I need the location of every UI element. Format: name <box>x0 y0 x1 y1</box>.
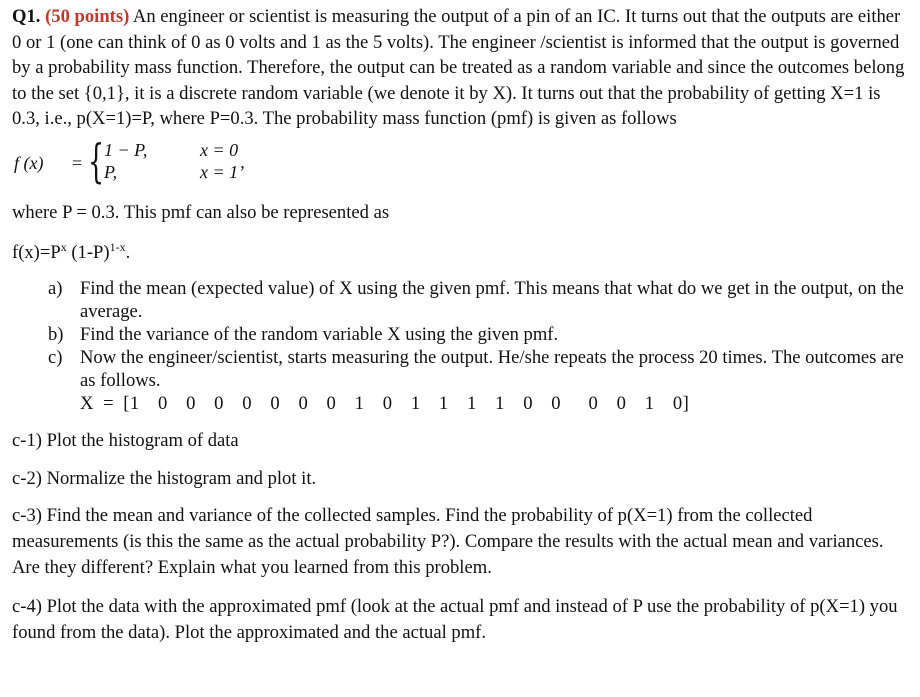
parts-list <box>12 277 910 392</box>
formula-case1-value: 1 − P, <box>104 139 148 160</box>
formula-equals: = <box>72 152 83 173</box>
subpart-c2: c-2) Normalize the histogram and plot it. <box>12 467 317 489</box>
question-number: Q1. <box>12 6 41 27</box>
list-item-a <box>12 277 910 323</box>
question-intro-paragraph <box>12 0 910 132</box>
x-sequence: X = [1 0 0 0 0 0 0 0 1 0 1 1 1 1 0 0 0 0 1 0] <box>80 393 690 415</box>
formula-brace: { <box>88 133 105 188</box>
part-c-text: Now the engineer/scientist, starts measuring the output. He/she repeats the process 20 times. The outcomes are as follows. <box>80 347 904 392</box>
formula-case2-condition: x = 1’ <box>200 161 245 182</box>
subpart-c4: c-4) Plot the data with the approximated pmf (look at the actual pmf and instead of P use the probability of p(X=1) you found from the data). Plot the approximated and the actual pmf. <box>12 596 898 643</box>
alt-formula-exp2: 1-x <box>109 239 126 254</box>
part-a-label: a) <box>48 278 63 300</box>
part-b-text: Find the variance of the random variable X using the given pmf. <box>80 324 559 346</box>
part-a-text: Find the mean (expected value) of X using the given pmf. This means that what do we get in the output, on the average. <box>80 278 904 323</box>
alt-formula-mid: (1-P) <box>66 241 110 263</box>
alt-formula-end: . <box>125 241 131 263</box>
part-b-label: b) <box>48 324 64 346</box>
subpart-c3: c-3) Find the mean and variance of the collected samples. Find the probability of p(X=1) from the collected measurements (is this the same as the actual probability P?). Compare the results with the actual mean and variances. Are they different? Explain what you learned from this problem. <box>12 505 884 578</box>
formula-lhs: f (x) <box>14 152 44 173</box>
list-item-b <box>12 323 910 346</box>
formula-case2-value: P, <box>104 161 118 182</box>
alt-pmf-formula <box>12 240 910 266</box>
alt-formula-base: f(x)=P <box>12 241 61 263</box>
subpart-c1: c-1) Plot the histogram of data <box>12 430 239 452</box>
pmf-piecewise-formula <box>12 133 910 190</box>
list-item-c <box>12 346 910 392</box>
alt-formula-exp1: x <box>60 239 67 254</box>
part-c-label: c) <box>48 347 63 369</box>
question-intro-text: An engineer or scientist is measuring the output of a pin of an IC. It turns out that the outputs are either 0 or 1 (one can think of 0 as 0 volts and 1 as the 5 volts). The engineer /scientist is informed that the output is governed by a probability mass function. Therefore, the output can be treated as a random variable and since the outcomes belong to the set {0,1}, it is a discrete random variable (we denote it by X). It turns out that the probability of getting X=1 is 0.3, i.e., p(X=1)=P, where P=0.3. The probability mass function (pmf) is given as follows <box>12 6 905 130</box>
question-points: (50 points) <box>45 6 130 27</box>
formula-case1-condition: x = 0 <box>200 139 239 160</box>
where-text: where P = 0.3. This pmf can also be represented as <box>12 201 390 223</box>
